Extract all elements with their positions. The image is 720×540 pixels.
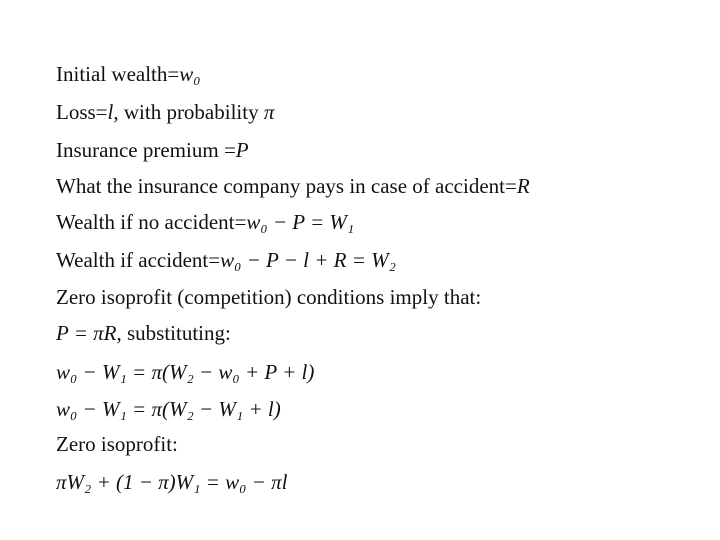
line-math: P [235, 138, 249, 162]
substituting-line [56, 323, 231, 344]
line-math: πW₂ + (1 − π)W₁ = w₀ − πl [56, 470, 288, 494]
line-text: Insurance premium = [56, 138, 236, 162]
line-math: l [107, 100, 114, 124]
line-math: R [516, 174, 530, 198]
line-text: Zero isoprofit (competition) conditions imply that: [56, 285, 482, 309]
line-math: w₀ − P = W₁ [246, 210, 355, 234]
line-text: Wealth if accident= [56, 248, 221, 272]
line-text: Wealth if no accident= [56, 210, 247, 234]
initial-wealth-line [56, 64, 201, 85]
loss-line [56, 102, 274, 123]
company-pays-line [56, 176, 530, 197]
line-math: w₀ − W₁ = π(W₂ − W₁ + l) [56, 397, 281, 421]
zero-isoprofit-label-line [56, 434, 178, 455]
line-math: w₀ [179, 62, 201, 86]
line-text: Loss= [56, 100, 108, 124]
line-text-2: , substituting: [116, 321, 231, 345]
wealth-accident-line [56, 250, 396, 271]
equation-2-line [56, 399, 281, 420]
line-math: w₀ − W₁ = π(W₂ − w₀ + P + l) [56, 360, 315, 384]
line-math: w₀ − P − l + R = W₂ [220, 248, 396, 272]
premium-line [56, 140, 249, 161]
equation-1-line [56, 362, 314, 383]
line-text: Zero isoprofit: [56, 432, 178, 456]
line-text-2: , with probability [113, 100, 264, 124]
line-math: P = πR [56, 321, 117, 345]
equation-3-line [56, 472, 287, 493]
wealth-no-accident-line [56, 212, 354, 233]
zero-isoprofit-conditions-line [56, 287, 481, 308]
line-math-2: π [263, 100, 275, 124]
line-text: Initial wealth= [56, 62, 180, 86]
line-text: What the insurance company pays in case of accident= [56, 174, 517, 198]
